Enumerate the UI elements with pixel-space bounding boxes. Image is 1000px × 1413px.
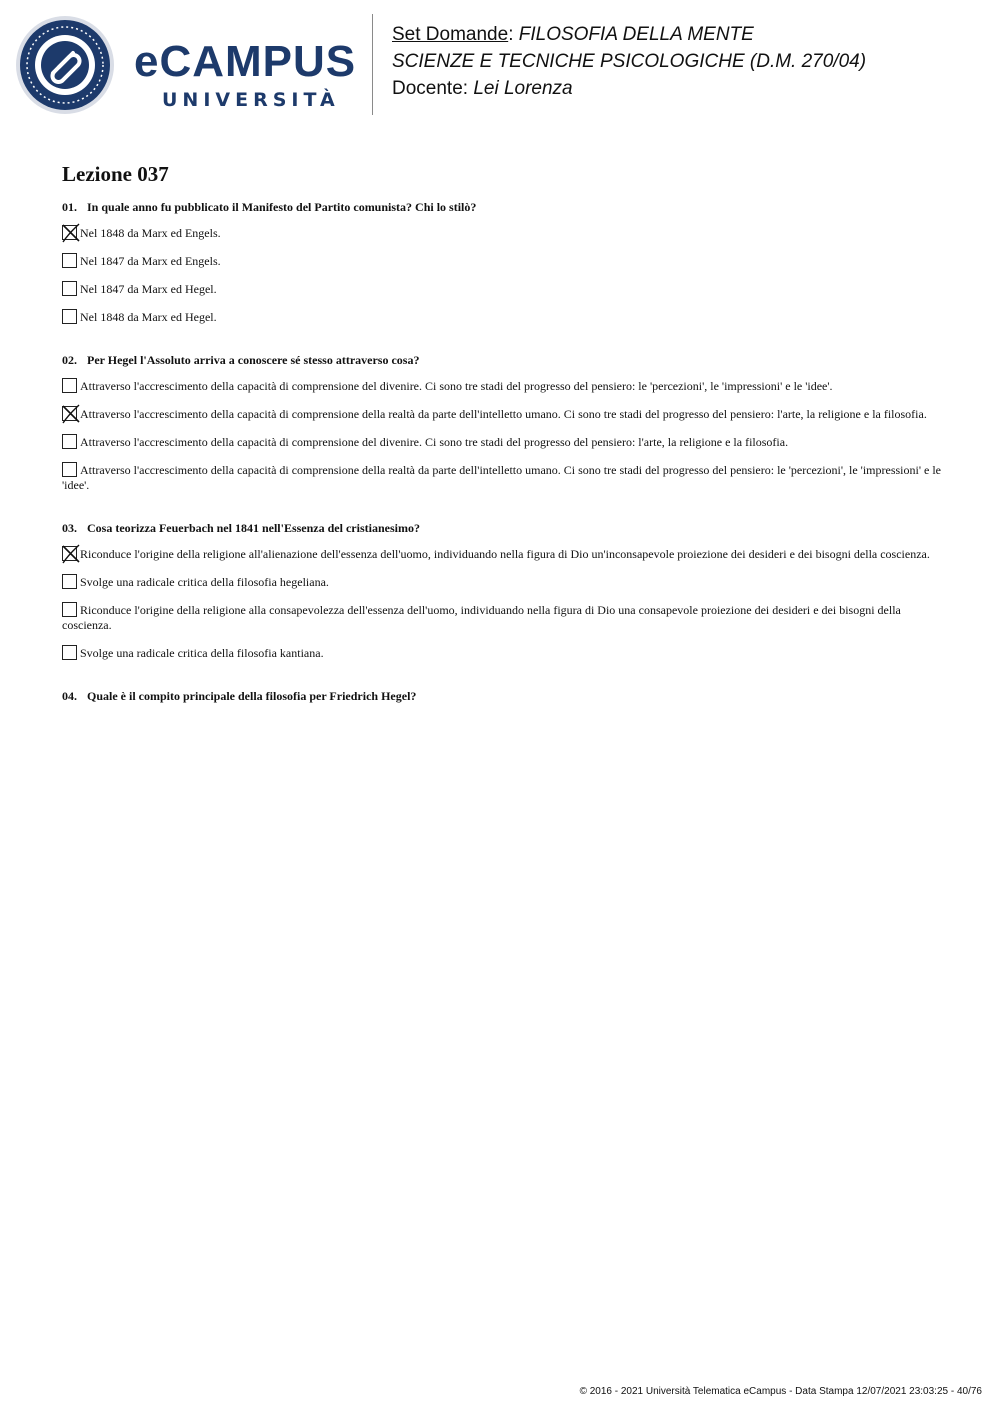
lesson-content — [62, 160, 942, 731]
checked-checkbox[interactable] — [62, 225, 77, 240]
checkbox[interactable] — [62, 378, 77, 393]
answer-text: Nel 1848 da Marx ed Hegel. — [80, 310, 217, 324]
program-name: SCIENZE E TECNICHE PSICOLOGICHE (D.M. 270/04) — [392, 51, 867, 72]
answer-option[interactable] — [62, 378, 942, 394]
course-info — [392, 21, 866, 102]
answer-option[interactable] — [62, 462, 942, 493]
checkbox[interactable] — [62, 602, 77, 617]
header-divider — [372, 14, 373, 115]
question-text — [62, 353, 942, 367]
teacher-name: Lei Lorenza — [473, 78, 573, 99]
question-label: Cosa teorizza Feuerbach nel 1841 nell'Essenza del cristianesimo? — [87, 521, 420, 535]
answer-option[interactable] — [62, 574, 942, 590]
question-1 — [62, 200, 942, 325]
checkbox[interactable] — [62, 253, 77, 268]
question-label: Quale è il compito principale della filosofia per Friedrich Hegel? — [87, 689, 417, 703]
answer-option[interactable] — [62, 309, 942, 325]
lesson-title: Lezione 037 — [62, 162, 169, 186]
question-list — [62, 200, 942, 703]
answer-option[interactable] — [62, 645, 942, 661]
checked-checkbox[interactable] — [62, 406, 77, 421]
question-3 — [62, 521, 942, 661]
question-number: 03. — [62, 521, 77, 535]
question-label: In quale anno fu pubblicato il Manifesto del Partito comunista? Chi lo stilò? — [87, 200, 477, 214]
checkbox[interactable] — [62, 281, 77, 296]
question-number: 01. — [62, 200, 77, 214]
question-4 — [62, 689, 942, 703]
question-number: 04. — [62, 689, 77, 703]
answer-option[interactable] — [62, 602, 942, 633]
question-text — [62, 200, 942, 214]
answer-option[interactable] — [62, 225, 942, 241]
page-header — [0, 0, 1000, 130]
ecampus-wordmark — [134, 38, 356, 118]
course-title: FILOSOFIA DELLA MENTE — [518, 24, 754, 45]
page-footer: © 2016 - 2021 Università Telematica eCampus - Data Stampa 12/07/2021 23:03:25 - 40/76 — [579, 1386, 982, 1397]
brand-name: eCAMPUS — [134, 37, 357, 86]
answer-text: Attraverso l'accrescimento della capacità di comprensione del divenire. Ci sono tre stadi del progresso del pensiero: le 'percezioni', le 'impressioni' e le 'idee'. — [80, 379, 833, 393]
checkbox[interactable] — [62, 462, 77, 477]
checkbox[interactable] — [62, 434, 77, 449]
answer-text: Svolge una radicale critica della filosofia hegeliana. — [80, 575, 329, 589]
question-text — [62, 521, 942, 535]
answer-text: Nel 1847 da Marx ed Hegel. — [80, 282, 217, 296]
answer-option[interactable] — [62, 546, 942, 562]
set-colon: : — [508, 24, 519, 45]
answer-text: Riconduce l'origine della religione all'alienazione dell'essenza dell'uomo, individuando nella figura di Dio un'inconsapevole proiezione dei desideri e dei bisogni della coscienza. — [80, 547, 930, 561]
answer-text: Attraverso l'accrescimento della capacità di comprensione della realtà da parte dell'intelletto umano. Ci sono tre stadi del progresso del pensiero: le 'percezioni', le 'impressioni' e le 'idee'. — [62, 463, 941, 492]
answer-text: Attraverso l'accrescimento della capacità di comprensione della realtà da parte dell'intelletto umano. Ci sono tre stadi del progresso del pensiero: l'arte, la religione e la filosofia. — [80, 407, 927, 421]
brand-subtitle: UNIVERSITÀ — [162, 89, 340, 111]
question-label: Per Hegel l'Assoluto arriva a conoscere sé stesso attraverso cosa? — [87, 353, 420, 367]
checkbox[interactable] — [62, 309, 77, 324]
answer-option[interactable] — [62, 406, 942, 422]
teacher-label: Docente: — [392, 78, 469, 99]
question-number: 02. — [62, 353, 77, 367]
question-2 — [62, 353, 942, 493]
checkbox[interactable] — [62, 574, 77, 589]
question-text — [62, 689, 942, 703]
set-label: Set Domande — [392, 24, 509, 45]
answer-text: Attraverso l'accrescimento della capacità di comprensione del divenire. Ci sono tre stadi del progresso del pensiero: l'arte, la religione e la filosofia. — [80, 435, 789, 449]
answer-option[interactable] — [62, 253, 942, 269]
answer-text: Nel 1848 da Marx ed Engels. — [80, 226, 221, 240]
answer-text: Riconduce l'origine della religione alla consapevolezza dell'essenza dell'uomo, individuando nella figura di Dio una consapevole proiezione dei desideri e dei bisogni della coscienza. — [62, 603, 901, 632]
answer-option[interactable] — [62, 281, 942, 297]
checked-checkbox[interactable] — [62, 546, 77, 561]
answer-option[interactable] — [62, 434, 942, 450]
ecampus-seal-logo — [15, 15, 115, 115]
checkbox[interactable] — [62, 645, 77, 660]
answer-text: Nel 1847 da Marx ed Engels. — [80, 254, 221, 268]
answer-text: Svolge una radicale critica della filosofia kantiana. — [80, 646, 324, 660]
